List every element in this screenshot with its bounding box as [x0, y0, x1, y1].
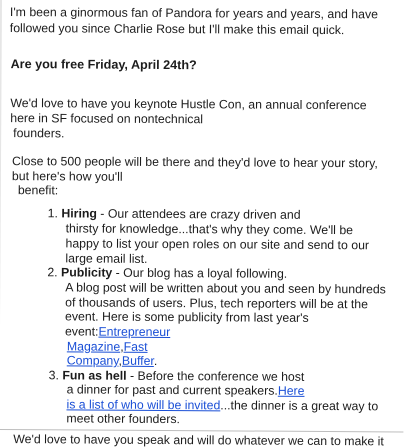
link-entrepreneur-magazine[interactable]: Magazine — [66, 339, 121, 354]
link-invite-list[interactable]: is a list of who will be invited — [66, 397, 221, 413]
link-fast-company[interactable]: Fast — [123, 339, 148, 354]
list-item-title: Fun as hell — [62, 368, 127, 383]
list-item-text: thirsty for knowledge...that's why they come. We'll be — [65, 221, 354, 238]
link-separator: , — [118, 353, 122, 368]
list-item-text: - Our attendees are crazy driven and — [96, 206, 301, 222]
list-item-text: large email list. — [65, 251, 148, 266]
list-item-text: a dinner for past and current speakers. — [66, 382, 278, 398]
list-item-text: meet other founders. — [66, 411, 180, 427]
list-item-fun — [49, 369, 305, 383]
page-edge-left — [0, 0, 2, 442]
list-item-title: Publicity — [60, 265, 113, 280]
list-item-text: A blog post will be written about you and seen by hundreds — [65, 280, 386, 297]
link-fast-company[interactable]: Company — [66, 353, 119, 368]
list-item-publicity — [47, 266, 287, 280]
list-item-text: happy to list your open roles on our site and send to our — [65, 236, 370, 253]
list-item-text: - Before the conference we host — [126, 368, 305, 384]
list-item-text: . — [153, 353, 158, 368]
list-number: 2. — [47, 265, 58, 280]
benefit-intro-line-2: but here's how you'll — [11, 169, 123, 184]
list-number: 3. — [48, 368, 60, 383]
link-separator: , — [120, 339, 124, 354]
list-item-text: of thousands of users. Plus, tech reporters will be at the — [65, 295, 369, 312]
list-number: 1. — [47, 206, 59, 221]
dinner-line — [67, 383, 305, 397]
publicity-links-line-2 — [67, 340, 148, 353]
publicity-links-line-1 — [65, 325, 170, 338]
invite-line-1: We'd love to have you keynote Hustle Con, an annual conference — [10, 96, 367, 113]
invite-list-line — [66, 398, 378, 412]
closing-line: We'd love to have you speak and will do whatever we can to make it — [13, 432, 384, 448]
intro-line-2: followed you since Charlie Rose but I'll make this email quick. — [9, 21, 345, 38]
invite-line-2: here in SF focused on nontechnical — [10, 111, 204, 127]
link-invite-list[interactable]: Here — [277, 383, 305, 398]
intro-line-1: I'm been a ginormous fan of Pandora for years and years, and have — [9, 5, 379, 22]
list-item-title: Hiring — [61, 206, 97, 221]
link-buffer[interactable]: Buffer — [121, 353, 154, 368]
benefit-intro-line-3: benefit: — [17, 183, 59, 198]
invite-line-3: founders. — [13, 126, 65, 141]
publicity-links-line-3 — [67, 354, 158, 367]
list-item-hiring — [48, 207, 301, 221]
list-item-text: event: — [64, 324, 99, 339]
list-item-text: ...the dinner is a great way to — [220, 398, 379, 414]
link-entrepreneur-magazine[interactable]: Entrepreneur — [98, 324, 171, 340]
question-heading: Are you free Friday, April 24th? — [10, 57, 197, 73]
list-item-text: - Our blog has a loyal following. — [112, 265, 288, 281]
list-item-text: event. Here is some publicity from last year's — [65, 309, 309, 325]
benefit-intro-line-1: Close to 500 people will be there and they'd love to hear your story, — [11, 154, 378, 171]
